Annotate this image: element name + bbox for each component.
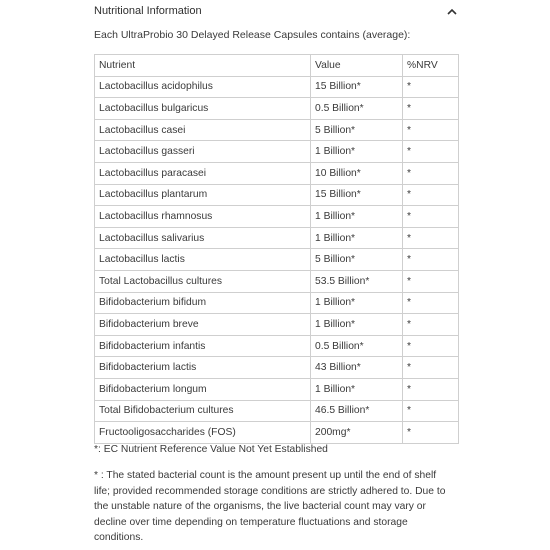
value-cell: 46.5 Billion* xyxy=(311,400,403,422)
value-cell: 0.5 Billion* xyxy=(311,335,403,357)
value-cell: 15 Billion* xyxy=(311,76,403,98)
table-header-row xyxy=(95,55,459,77)
nutrient-cell: Lactobacillus salivarius xyxy=(95,227,311,249)
nrv-cell: * xyxy=(403,249,459,271)
table-row xyxy=(95,249,459,271)
intro-text: Each UltraProbio 30 Delayed Release Capsules contains (average): xyxy=(94,29,411,41)
value-cell: 1 Billion* xyxy=(311,206,403,228)
nutrient-cell: Bifidobacterium lactis xyxy=(95,357,311,379)
nutrient-cell: Lactobacillus lactis xyxy=(95,249,311,271)
nrv-cell: * xyxy=(403,98,459,120)
nrv-cell: * xyxy=(403,141,459,163)
nrv-cell: * xyxy=(403,206,459,228)
nrv-cell: * xyxy=(403,378,459,400)
nutrient-cell: Lactobacillus rhamnosus xyxy=(95,206,311,228)
value-cell: 200mg* xyxy=(311,422,403,444)
table-row xyxy=(95,314,459,336)
value-cell: 10 Billion* xyxy=(311,162,403,184)
nutrient-cell: Fructooligosaccharides (FOS) xyxy=(95,422,311,444)
value-cell: 43 Billion* xyxy=(311,357,403,379)
nrv-cell: * xyxy=(403,76,459,98)
nutrient-cell: Lactobacillus acidophilus xyxy=(95,76,311,98)
value-cell: 53.5 Billion* xyxy=(311,270,403,292)
value-cell: 1 Billion* xyxy=(311,378,403,400)
nrv-cell: * xyxy=(403,357,459,379)
table-row xyxy=(95,400,459,422)
nrv-cell: * xyxy=(403,292,459,314)
value-cell: 1 Billion* xyxy=(311,314,403,336)
nutrient-cell: Lactobacillus gasseri xyxy=(95,141,311,163)
nrv-cell: * xyxy=(403,162,459,184)
nutrition-table xyxy=(94,54,459,444)
nutrient-cell: Bifidobacterium breve xyxy=(95,314,311,336)
nutrient-cell: Bifidobacterium longum xyxy=(95,378,311,400)
footnote-nrv: *: EC Nutrient Reference Value Not Yet Established xyxy=(94,444,328,455)
chevron-up-icon[interactable] xyxy=(446,5,458,17)
nrv-cell: * xyxy=(403,335,459,357)
value-cell: 15 Billion* xyxy=(311,184,403,206)
nutrient-cell: Total Lactobacillus cultures xyxy=(95,270,311,292)
column-header-nrv: %NRV xyxy=(403,55,459,77)
column-header-nutrient: Nutrient xyxy=(95,55,311,77)
table-row xyxy=(95,357,459,379)
accordion-title: Nutritional Information xyxy=(94,5,202,17)
nrv-cell: * xyxy=(403,270,459,292)
nutrient-cell: Bifidobacterium infantis xyxy=(95,335,311,357)
table-row xyxy=(95,292,459,314)
nutrient-cell: Lactobacillus plantarum xyxy=(95,184,311,206)
table-row xyxy=(95,227,459,249)
nutrient-cell: Bifidobacterium bifidum xyxy=(95,292,311,314)
column-header-value: Value xyxy=(311,55,403,77)
table-row xyxy=(95,335,459,357)
nutrient-cell: Lactobacillus paracasei xyxy=(95,162,311,184)
nrv-cell: * xyxy=(403,314,459,336)
table-row xyxy=(95,378,459,400)
table-row xyxy=(95,98,459,120)
value-cell: 5 Billion* xyxy=(311,249,403,271)
table-row xyxy=(95,270,459,292)
nrv-cell: * xyxy=(403,400,459,422)
table-row xyxy=(95,184,459,206)
nutrient-cell: Lactobacillus casei xyxy=(95,119,311,141)
table-row xyxy=(95,422,459,444)
value-cell: 5 Billion* xyxy=(311,119,403,141)
value-cell: 1 Billion* xyxy=(311,227,403,249)
table-body xyxy=(95,76,459,443)
table-row xyxy=(95,206,459,228)
table-row xyxy=(95,76,459,98)
footnote-bacterial-count: * : The stated bacterial count is the amount present up until the end of shelf life; provided recommended storage conditions are strictly adhered to. Due to the unstable nature of the organisms, the live bacterial count may vary or decline over time depending on temperature fluctuations and storage conditions. xyxy=(94,470,446,543)
value-cell: 1 Billion* xyxy=(311,292,403,314)
nrv-cell: * xyxy=(403,184,459,206)
accordion-header[interactable] xyxy=(94,2,458,20)
nrv-cell: * xyxy=(403,119,459,141)
nrv-cell: * xyxy=(403,227,459,249)
value-cell: 1 Billion* xyxy=(311,141,403,163)
table-row xyxy=(95,141,459,163)
nutrient-cell: Lactobacillus bulgaricus xyxy=(95,98,311,120)
nrv-cell: * xyxy=(403,422,459,444)
table-row xyxy=(95,162,459,184)
nutrient-cell: Total Bifidobacterium cultures xyxy=(95,400,311,422)
value-cell: 0.5 Billion* xyxy=(311,98,403,120)
table-row xyxy=(95,119,459,141)
